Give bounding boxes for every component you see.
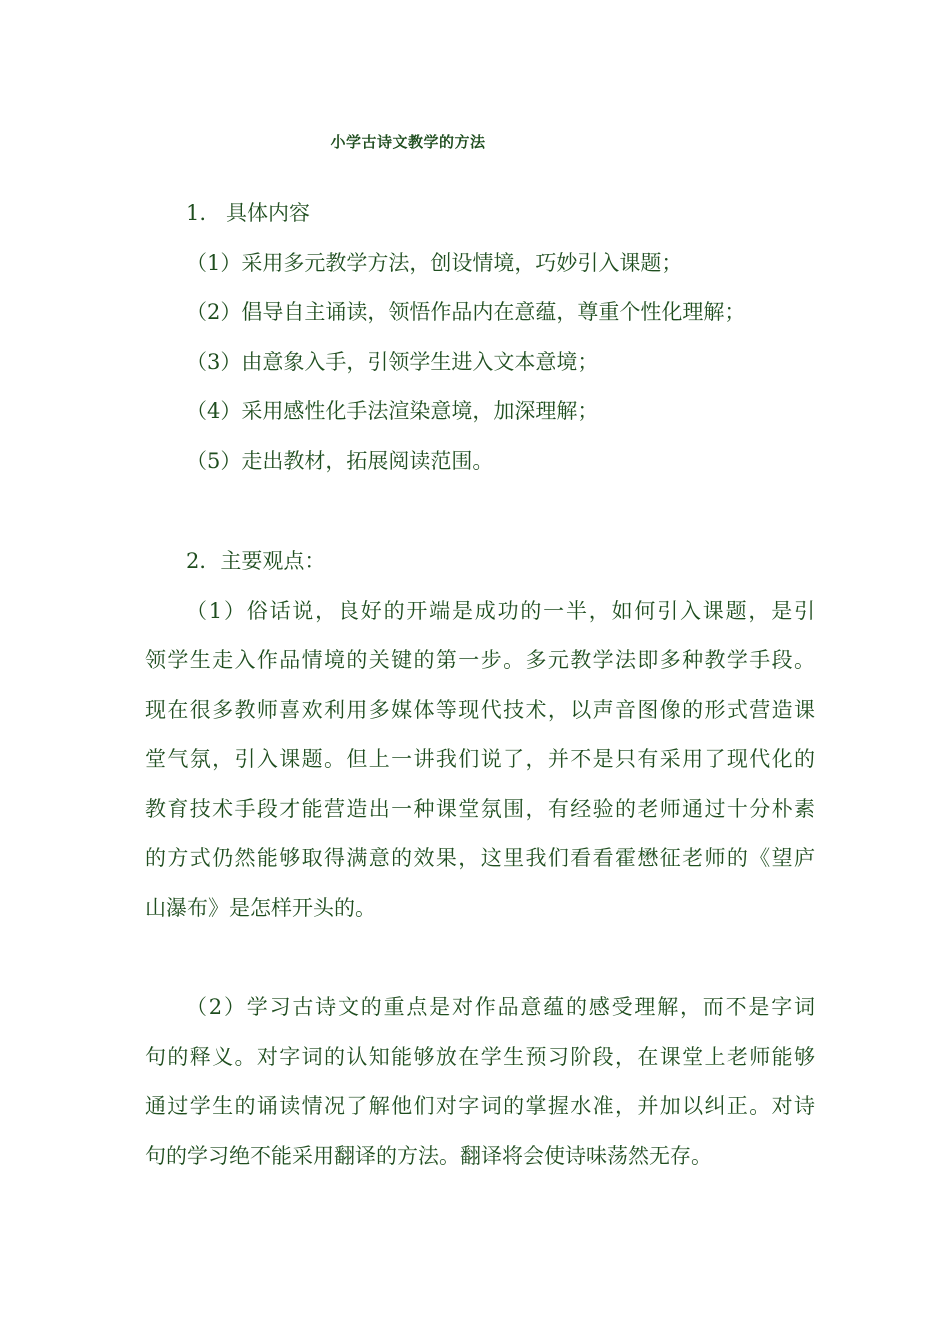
section-1-heading <box>186 199 856 227</box>
paragraph-line: （1）俗话说，良好的开端是成功的一半，如何引入课题，是引 <box>186 599 815 623</box>
paragraph-line: 通过学生的诵读情况了解他们对字词的掌握水准，并加以纠正。对诗 <box>145 1094 815 1118</box>
paragraph-line: 句的学习绝不能采用翻译的方法。翻译将会使诗味荡然无存。 <box>145 1144 712 1168</box>
paragraph-line: 领学生走入作品情境的关键的第一步。多元教学法即多种教学手段。 <box>145 648 815 672</box>
paragraph-line: 的方式仍然能够取得满意的效果，这里我们看看霍懋征老师的《望庐 <box>145 846 815 870</box>
paragraph-line: 山瀑布》是怎样开头的。 <box>145 896 376 920</box>
paragraph-line: （2）学习古诗文的重点是对作品意蕴的感受理解，而不是字词 <box>186 995 815 1019</box>
section-2-heading: 2．主要观点： <box>186 549 326 573</box>
document-title: 小学古诗文教学的方法 <box>330 133 486 151</box>
paragraph-line: 现在很多教师喜欢利用多媒体等现代技术，以声音图像的形式营造课 <box>145 698 815 722</box>
section-1-number: 1. <box>186 201 207 225</box>
list-item: （1）采用多元教学方法，创设情境，巧妙引入课题； <box>186 251 683 275</box>
paragraph-line: 句的释义。对字词的认知能够放在学生预习阶段，在课堂上老师能够 <box>145 1045 815 1069</box>
list-item: （5）走出教材，拓展阅读范围。 <box>186 449 494 473</box>
paragraph-line: 教育技术手段才能营造出一种课堂氛围，有经验的老师通过十分朴素 <box>145 797 815 821</box>
section-1-heading-text: 具体内容 <box>226 201 310 225</box>
list-item: （3）由意象入手，引领学生进入文本意境； <box>186 350 599 374</box>
list-item: （4）采用感性化手法渲染意境，加深理解； <box>186 399 599 423</box>
list-item: （2）倡导自主诵读，领悟作品内在意蕴，尊重个性化理解； <box>186 300 746 324</box>
paragraph-line: 堂气氛，引入课题。但上一讲我们说了，并不是只有采用了现代化的 <box>145 747 815 771</box>
